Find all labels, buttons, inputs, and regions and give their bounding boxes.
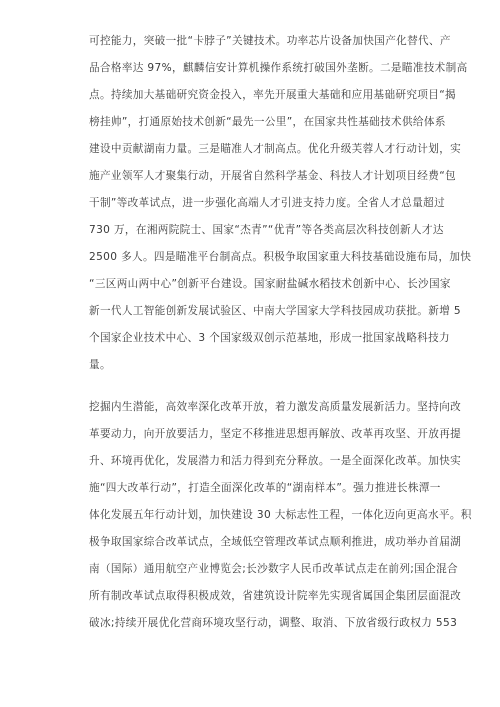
text-line: 挖掘内生潜能，高效率深化改革开放，着力激发高质量发展新活力。坚持向改: [89, 401, 462, 413]
text-line: 体化发展五年行动计划，加快建设 30 大标志性工程，一体化迈向更高水平。积: [89, 509, 472, 521]
text-line: 革要动力，向开放要活力，坚定不移推进思想再解放、改革再攻坚、开放再提: [89, 428, 462, 440]
text-line: 施产业领军人才聚集行动，开展省自然科学基金、科技人才计划项目经费“包: [89, 170, 456, 182]
text-line: 干制”等改革试点，进一步强化高端人才引进支持力度。全省人才总量超过: [89, 197, 446, 209]
text-line: 施“四大改革行动”，打造全面深化改革的“湖南样本”。强力推进长株潭一: [89, 482, 441, 494]
text-line: 南（国际）通用航空产业博览会;长沙数字人民币改革试点走在前列;国企混合: [89, 563, 458, 575]
text-line: 个国家企业技术中心、3 个国家级双创示范基地，形成一批国家战略科技力: [89, 332, 451, 344]
text-line: 建设中贡献湖南力量。三是瞄准人才制高点。优化升级芙蓉人才行动计划，实: [89, 143, 462, 155]
text-line: 极争取国家综合改革试点，全域低空管理改革试点顺利推进，成功举办首届湖: [89, 536, 462, 548]
text-line: 破冰;持续开展优化营商环境攻坚行动，调整、取消、下放省级行政权力 553: [89, 617, 458, 629]
text-line: “三区两山两中心”创新平台建设。国家耐盐碱水稻技术创新中心、长沙国家: [89, 278, 451, 290]
text-line: 量。: [89, 359, 111, 371]
text-line: 可控能力，突破一批“卡脖子”关键技术。功率芯片设备加快国产化替代、产: [89, 35, 451, 47]
text-line: 点。持续加大基础研究资金投入，率先开展重大基础和应用基础研究项目“揭: [89, 89, 456, 101]
text-line: 升、环境再优化，发展潜力和活力得到充分释放。一是全面深化改革。加快实: [89, 455, 462, 467]
text-line: 新一代人工智能创新发展试验区、中南大学国家大学科技园成功获批。新增 5: [89, 305, 461, 317]
text-line: 730 万，在湘两院院士、国家“杰青”“优青”等各类高层次科技创新人才达: [89, 224, 444, 236]
text-line: 所有制改革试点取得积极成效，省建筑设计院率先实现省属国企集团层面混改: [89, 590, 462, 602]
text-line: 2500 多人。四是瞄准平台制高点。积极争取国家重大科技基础设施布局，加快: [89, 251, 472, 263]
text-line: 榜挂帅”，打通原始技术创新“最先一公里”，在国家共性基础技术供给体系: [89, 116, 446, 128]
text-line: 品合格率达 97%，麒麟信安计算机操作系统打破国外垄断。二是瞄准技术制高: [89, 62, 468, 74]
